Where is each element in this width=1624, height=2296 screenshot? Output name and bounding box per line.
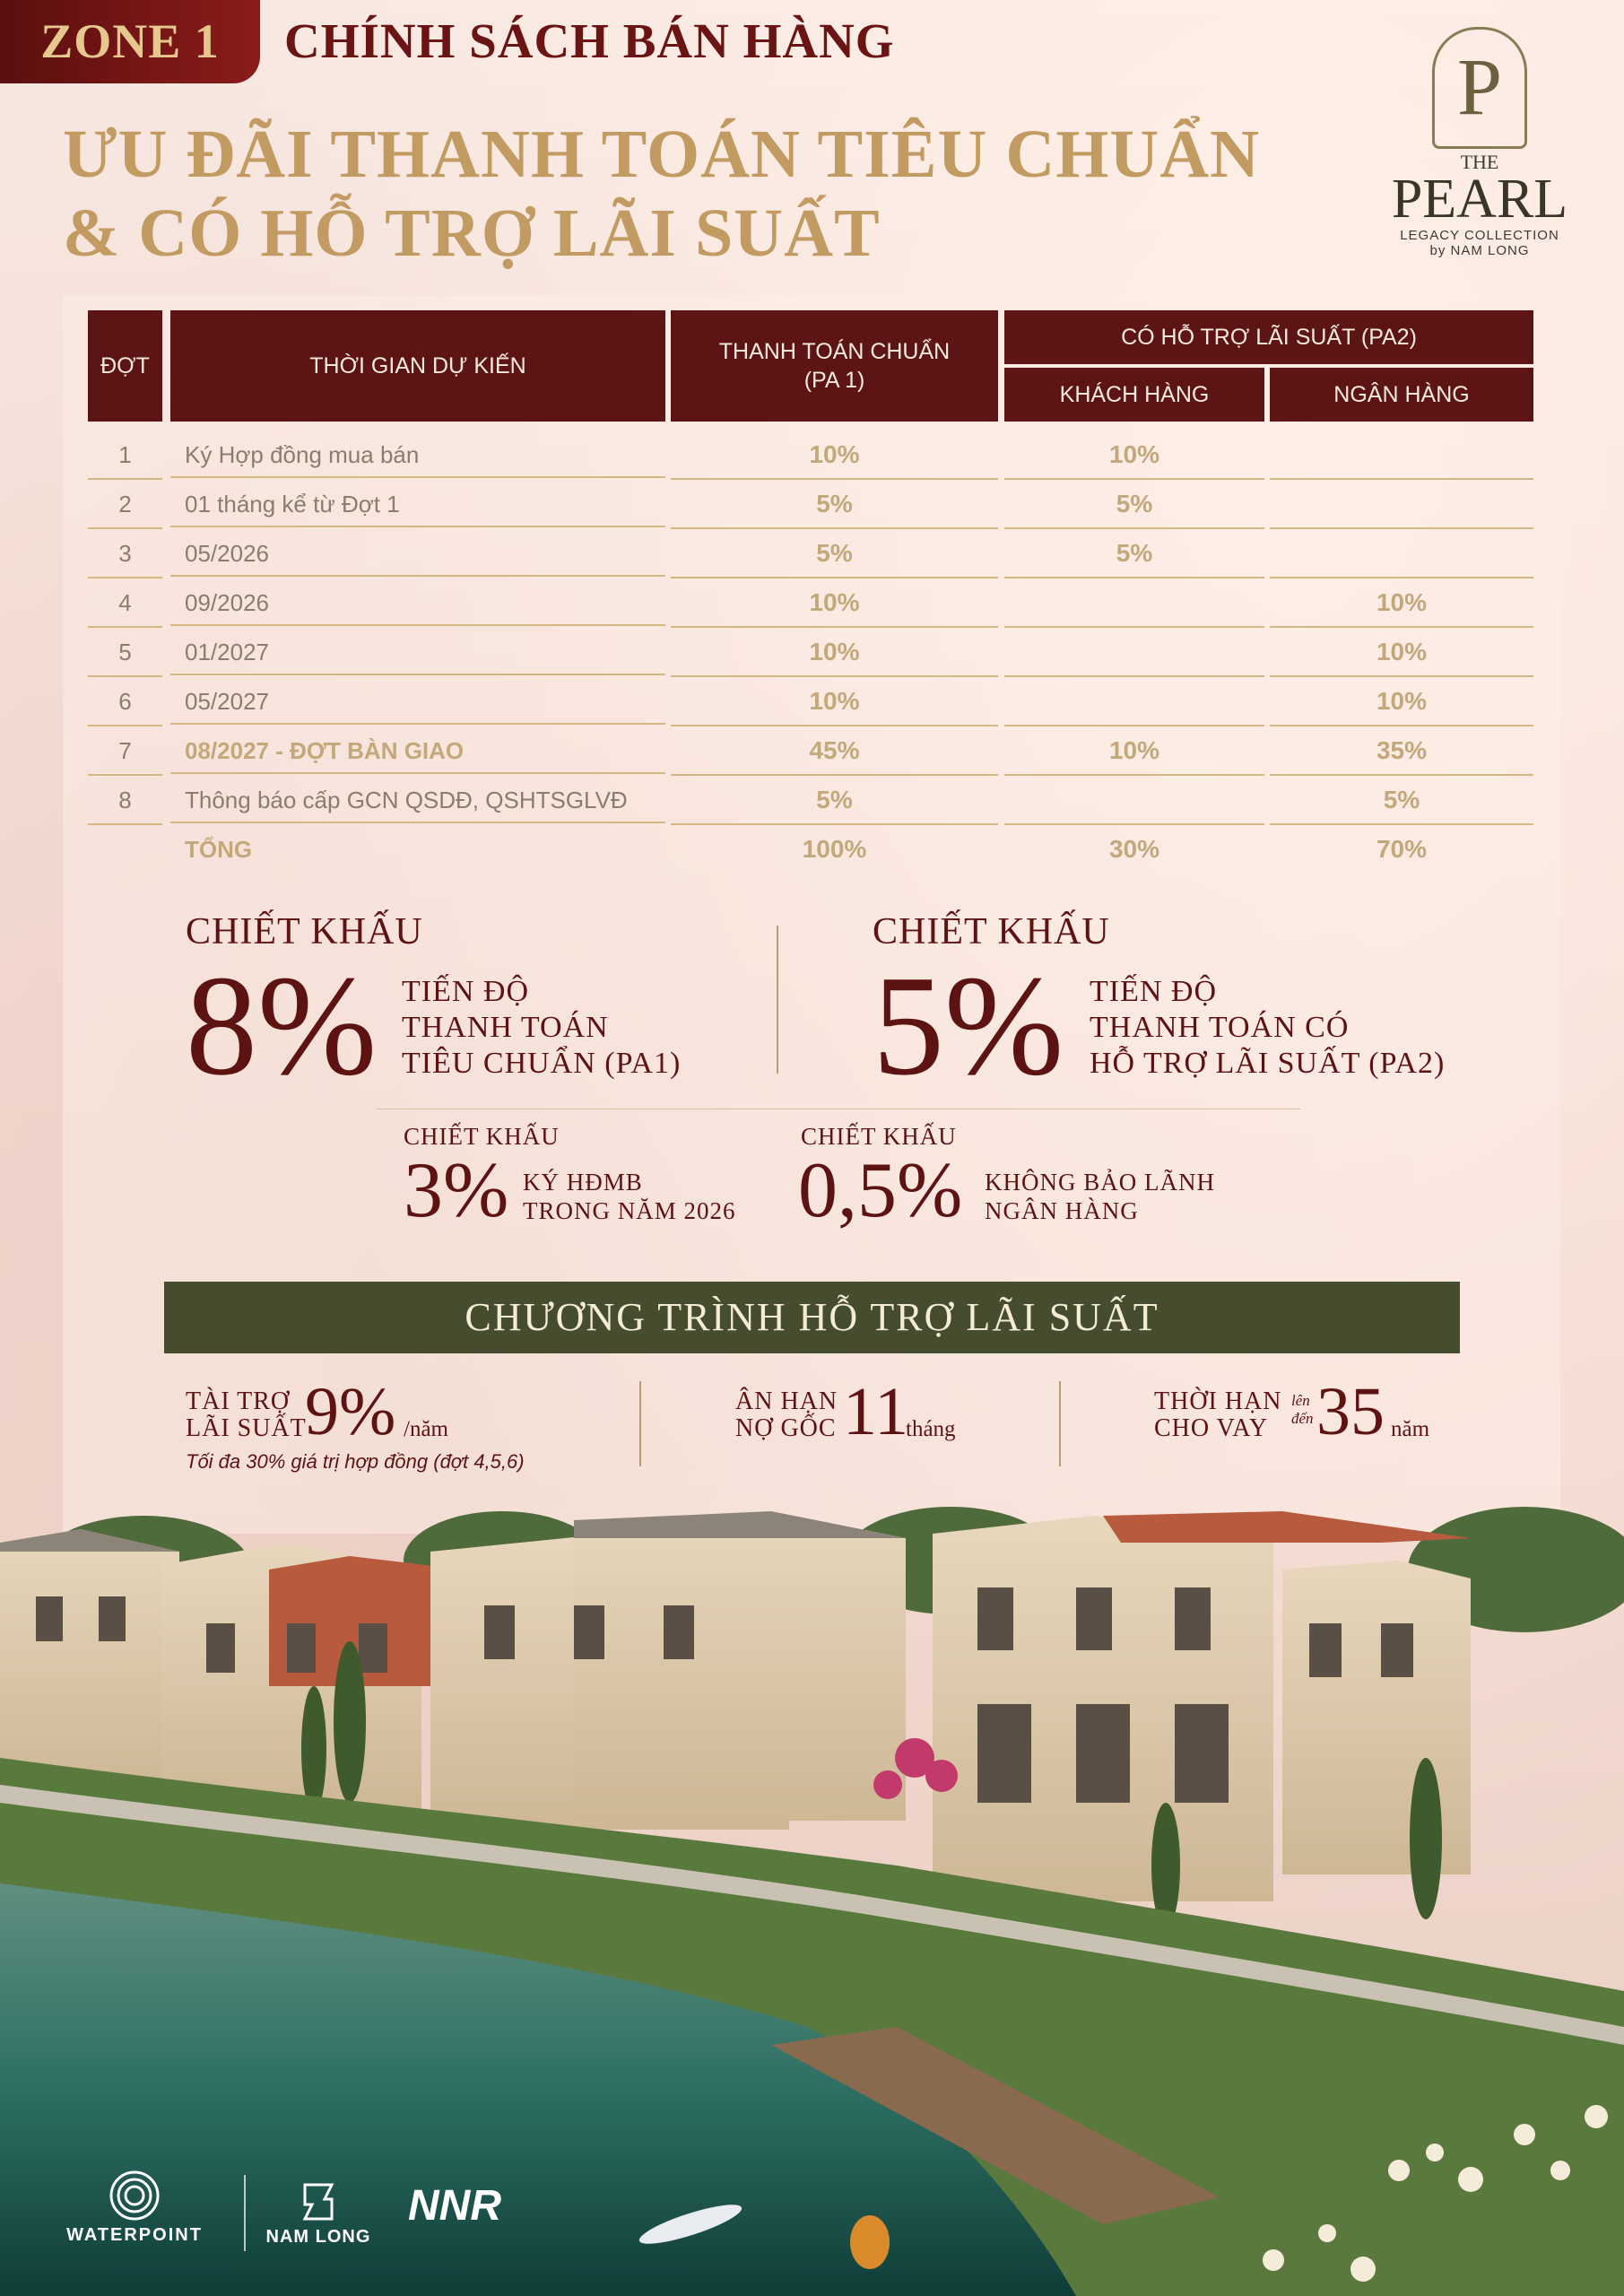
discount-pa2-desc bbox=[1090, 974, 1445, 1082]
discount-05-desc-1: KHÔNG BẢO LÃNH bbox=[985, 1169, 1215, 1196]
cell-pa1: 10% bbox=[671, 629, 998, 677]
cell-time: 05/2026 bbox=[170, 530, 665, 577]
cell-customer: 5% bbox=[1004, 481, 1264, 529]
cell-dot: 1 bbox=[88, 431, 162, 480]
cell-time: 01/2027 bbox=[170, 629, 665, 675]
discount-pa2-value: 5% bbox=[873, 945, 1064, 1105]
the-pearl-logo bbox=[1381, 27, 1578, 269]
table-row bbox=[88, 431, 1533, 481]
term-label-1: THỜI HẠN bbox=[1154, 1387, 1282, 1415]
cell-customer: 5% bbox=[1004, 530, 1264, 578]
header-dot: ĐỢT bbox=[88, 310, 162, 422]
cell-bank bbox=[1270, 530, 1533, 578]
discount-pa1-desc-2: THANH TOÁN bbox=[402, 1011, 609, 1044]
discount-3-desc-2: TRONG NĂM 2026 bbox=[523, 1197, 736, 1224]
cell-bank: 10% bbox=[1270, 579, 1533, 628]
cell-dot: 6 bbox=[88, 678, 162, 726]
discount-05-desc-2: NGÂN HÀNG bbox=[985, 1197, 1139, 1224]
discount-3-desc-1: KÝ HĐMB bbox=[523, 1169, 643, 1196]
table-row bbox=[88, 481, 1533, 530]
funding-label bbox=[186, 1388, 307, 1442]
namlong-icon bbox=[298, 2181, 339, 2222]
footer-divider bbox=[244, 2175, 246, 2251]
cell-customer bbox=[1004, 629, 1264, 677]
discount-pa1-desc-3: TIÊU CHUẨN (PA1) bbox=[402, 1047, 682, 1080]
header-pa1-line2: (PA 1) bbox=[803, 368, 865, 393]
nnr-logo: NNR bbox=[408, 2182, 501, 2230]
logo-by: by NAM LONG bbox=[1429, 243, 1530, 258]
discount-pa1-label: CHIẾT KHẤU bbox=[186, 911, 423, 952]
cell-total-bank: 70% bbox=[1376, 835, 1428, 863]
namlong-logo bbox=[260, 2181, 377, 2248]
cell-time: 09/2026 bbox=[170, 579, 665, 626]
cell-total-customer: 30% bbox=[1108, 835, 1160, 863]
cell-dot: 5 bbox=[88, 629, 162, 677]
header-time: THỜI GIAN DỰ KIẾN bbox=[170, 310, 665, 422]
headline-line-2: & CÓ HỖ TRỢ LÃI SUẤT bbox=[63, 196, 881, 271]
term-up-2: đến bbox=[1291, 1410, 1314, 1427]
term-label bbox=[1154, 1388, 1282, 1442]
header-pa1 bbox=[671, 310, 998, 422]
funding-unit: /năm bbox=[404, 1417, 448, 1441]
cell-bank: 10% bbox=[1270, 678, 1533, 726]
headline-line-1: ƯU ĐÃI THANH TOÁN TIÊU CHUẨN bbox=[63, 117, 1260, 192]
header-pa2: CÓ HỖ TRỢ LÃI SUẤT (PA2) bbox=[1004, 310, 1533, 364]
cell-pa1: 5% bbox=[671, 481, 998, 529]
table-row bbox=[88, 777, 1533, 826]
cell-pa1: 5% bbox=[671, 530, 998, 578]
cell-pa1: 10% bbox=[671, 678, 998, 726]
cell-total-pa1: 100% bbox=[802, 835, 867, 863]
stat-divider bbox=[1059, 1381, 1061, 1466]
grace-unit: tháng bbox=[906, 1417, 956, 1441]
discount-divider bbox=[777, 926, 778, 1074]
discount-pa2-label: CHIẾT KHẤU bbox=[873, 911, 1110, 952]
cell-bank bbox=[1270, 481, 1533, 529]
cell-time: 08/2027 - ĐỢT BÀN GIAO bbox=[170, 727, 665, 774]
cell-pa1: 45% bbox=[671, 727, 998, 776]
cell-dot: 4 bbox=[88, 579, 162, 628]
header-bank: NGÂN HÀNG bbox=[1270, 368, 1533, 422]
discount-pa2-desc-2: THANH TOÁN CÓ bbox=[1090, 1011, 1350, 1044]
table-row bbox=[88, 678, 1533, 727]
discount-3-label: CHIẾT KHẤU bbox=[404, 1123, 560, 1150]
term-value: 35 bbox=[1316, 1374, 1385, 1449]
funding-note: Tối đa 30% giá trị hợp đồng (đợt 4,5,6) bbox=[186, 1450, 525, 1473]
cell-total-label: TỔNG bbox=[185, 836, 253, 863]
funding-value: 9% bbox=[305, 1374, 396, 1449]
logo-collection: LEGACY COLLECTION bbox=[1400, 228, 1559, 243]
cell-bank: 5% bbox=[1270, 777, 1533, 825]
cell-time: 01 tháng kể từ Đợt 1 bbox=[170, 481, 665, 527]
term-up-to bbox=[1291, 1392, 1314, 1428]
cell-bank: 35% bbox=[1270, 727, 1533, 776]
discount-pa2-desc-1: TIẾN ĐỘ bbox=[1090, 975, 1218, 1008]
cell-dot: 7 bbox=[88, 727, 162, 776]
waterpoint-logo bbox=[63, 2170, 206, 2246]
table-row bbox=[88, 727, 1533, 777]
discount-pa1-value: 8% bbox=[186, 945, 378, 1105]
cell-time: Thông báo cấp GCN QSDĐ, QSHTSGLVĐ bbox=[170, 777, 665, 823]
table-row bbox=[88, 579, 1533, 629]
grace-value: 11 bbox=[843, 1374, 909, 1449]
grace-label-1: ÂN HẠN bbox=[735, 1387, 838, 1415]
grace-label-2: NỢ GỐC bbox=[735, 1414, 837, 1442]
cell-customer bbox=[1004, 678, 1264, 726]
headline bbox=[63, 115, 1318, 273]
cell-dot: 3 bbox=[88, 530, 162, 578]
discount-3-desc bbox=[523, 1168, 736, 1225]
cell-customer bbox=[1004, 777, 1264, 825]
logo-the: THE bbox=[1460, 151, 1499, 173]
cell-bank: 10% bbox=[1270, 629, 1533, 677]
funding-label-1: TÀI TRỢ bbox=[186, 1387, 291, 1415]
cell-bank bbox=[1270, 431, 1533, 480]
zone-tab: ZONE 1 bbox=[0, 0, 260, 83]
waterpoint-label: WATERPOINT bbox=[66, 2225, 203, 2245]
cell-pa1: 10% bbox=[671, 431, 998, 480]
header-customer: KHÁCH HÀNG bbox=[1004, 368, 1264, 422]
stat-divider bbox=[639, 1381, 641, 1466]
discount-pa2-desc-3: HỖ TRỢ LÃI SUẤT (PA2) bbox=[1090, 1047, 1446, 1080]
waterpoint-icon bbox=[109, 2170, 160, 2221]
cell-time: 05/2027 bbox=[170, 678, 665, 725]
funding-label-2: LÃI SUẤT bbox=[186, 1414, 307, 1442]
discount-3-value: 3% bbox=[404, 1147, 509, 1234]
pearl-emblem-icon: P bbox=[1432, 27, 1527, 149]
discount-pa1-desc-1: TIẾN ĐỘ bbox=[402, 975, 530, 1008]
table-row bbox=[88, 530, 1533, 579]
cell-customer: 10% bbox=[1004, 431, 1264, 480]
logo-name: PEARL bbox=[1391, 169, 1568, 230]
discount-pa1-desc bbox=[402, 974, 681, 1082]
header-pa1-line1: THANH TOÁN CHUẨN bbox=[718, 339, 951, 364]
term-label-2: CHO VAY bbox=[1154, 1414, 1269, 1442]
term-unit: năm bbox=[1391, 1417, 1430, 1441]
grace-label bbox=[735, 1388, 838, 1442]
table-total-row bbox=[88, 826, 1533, 875]
discount-05-label: CHIẾT KHẤU bbox=[801, 1123, 957, 1150]
cell-pa1: 5% bbox=[671, 777, 998, 825]
cell-time: Ký Hợp đồng mua bán bbox=[170, 431, 665, 478]
namlong-label: NAM LONG bbox=[265, 2227, 371, 2247]
cell-dot: 2 bbox=[88, 481, 162, 529]
discount-05-desc bbox=[985, 1168, 1215, 1225]
policy-title: CHÍNH SÁCH BÁN HÀNG bbox=[284, 13, 895, 68]
cell-dot bbox=[88, 826, 162, 873]
cell-pa1: 10% bbox=[671, 579, 998, 628]
cell-customer: 10% bbox=[1004, 727, 1264, 776]
cell-dot: 8 bbox=[88, 777, 162, 825]
interest-support-banner: CHƯƠNG TRÌNH HỖ TRỢ LÃI SUẤT bbox=[164, 1282, 1460, 1353]
table-row bbox=[88, 629, 1533, 678]
discount-05-value: 0,5% bbox=[798, 1147, 963, 1234]
cell-customer bbox=[1004, 579, 1264, 628]
term-up-1: lên bbox=[1291, 1392, 1310, 1409]
